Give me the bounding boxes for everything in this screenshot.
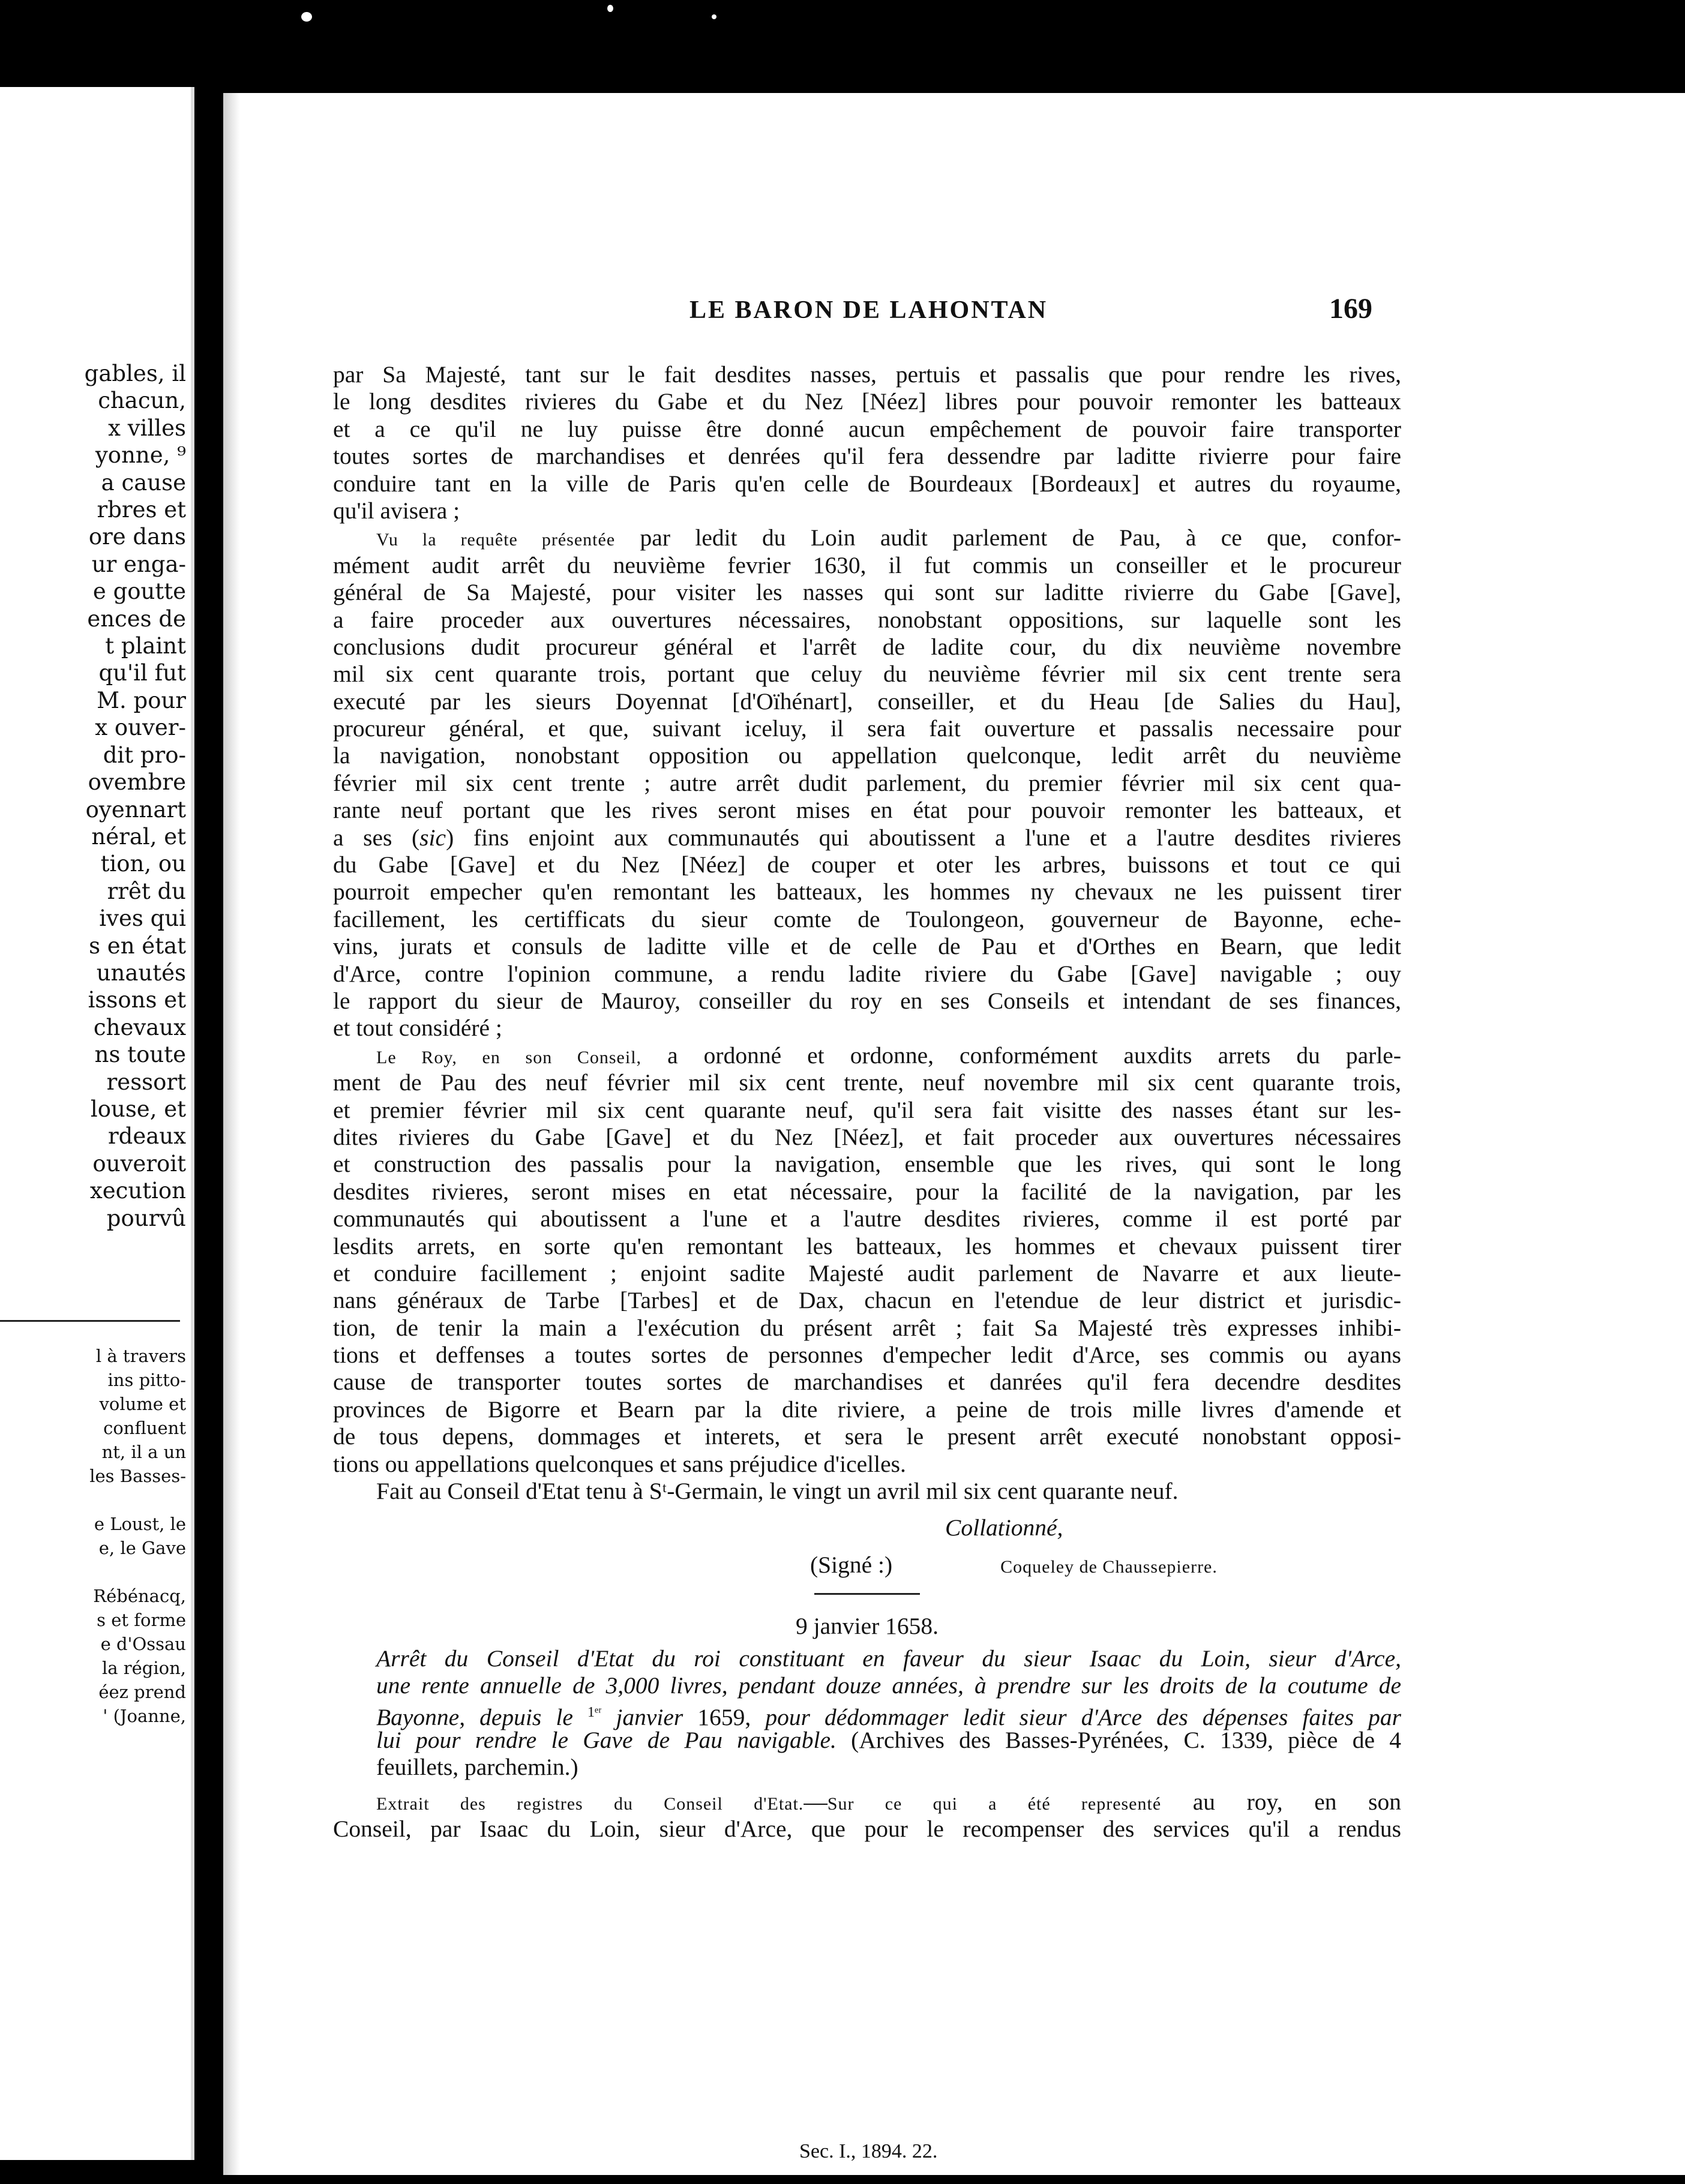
- signe-label: (Signé :): [810, 1551, 893, 1578]
- page-header: [223, 293, 1685, 332]
- summary-line-3: Bayonne, depuis le $^{1ᵉʳ}$ janvier 1659, pour dédommager ledit sieur d'Arce des dépenses faites par: [376, 1704, 1401, 1731]
- summary-line: Arrêt du Conseil d'Etat du roi constituant en faveur du sieur Isaac du Loin, sieur d'Arce,: [376, 1645, 1401, 1672]
- summary-line-4: lui pour rendre le Gave de Pau navigable. (Archives des Basses-Pyrénées, C. 1339, pièce de 4: [376, 1726, 1401, 1753]
- running-head: LE BARON DE LAHONTAN: [689, 296, 1048, 324]
- text-line: dites rivieres du Gabe [Gave] et du Nez [Néez], et fait proceder aux ouvertures nécessaires: [333, 1123, 1401, 1150]
- text-line: rante neuf portant que les rives seront mises en état pour pouvoir remonter les batteaux, et: [333, 797, 1401, 824]
- text-line: procureur général, et que, suivant iceluy, il sera fait ouverture et passalis necessaire pour: [333, 715, 1401, 742]
- text-line: et construction des passalis pour la navigation, ensemble que les rives, qui sont le long: [333, 1151, 1401, 1178]
- text-line: cause de transporter toutes sortes de marchandises et danrées qu'il fera decendre desdites: [333, 1369, 1401, 1396]
- text-line: néral, et: [91, 823, 186, 850]
- paragraph-requete: [333, 552, 1401, 824]
- text-line: issons et: [88, 987, 186, 1013]
- text-line: et tout considéré ;: [333, 1015, 502, 1042]
- text-line: et a ce qu'il ne luy puisse être donné aucun empêchement de pouvoir faire transporter: [333, 415, 1401, 442]
- text-line: pourroit empecher qu'en remontant les batteaux, les hommes ny chevaux ne les puissent tirer: [333, 878, 1401, 905]
- paragraph-requete-sic-line: a ses (sic) fins enjoint aux communautés qui aboutissent a l'une et a l'autre desdites rivieres: [333, 824, 1401, 851]
- summary-line: une rente annuelle de 3,000 livres, pendant douze années, à prendre sur les droits de la coutume de: [376, 1672, 1401, 1699]
- signature-name: Coqueley de Chaussepierre.: [1000, 1556, 1218, 1577]
- page-body: [333, 361, 1401, 1843]
- text-line: a cause: [101, 469, 186, 496]
- text-line: communautés qui aboutissent a l'une et a l'autre desdites rivieres, comme il est porté par: [333, 1205, 1401, 1232]
- footnote-line: ' (Joanne,: [103, 1706, 186, 1726]
- paragraph-requete-first-line: Vu la requête présentée par ledit du Loin audit parlement de Pau, à ce que, confor-: [376, 524, 1402, 551]
- text-line: le rapport du sieur de Mauroy, conseiller du roy en ses Conseils et intendant de ses finances,: [333, 987, 1401, 1014]
- previous-page-fragment: [0, 87, 194, 2160]
- text-line: t plaint: [105, 633, 186, 659]
- text-line: yonne, ⁹: [95, 442, 186, 469]
- text-line: par Sa Majesté, tant sur le fait desdites nasses, pertuis et passalis que pour rendre les rives,: [333, 361, 1401, 388]
- page-number: 169: [1329, 293, 1372, 325]
- previous-page-footnote-rule: [0, 1320, 180, 1322]
- text-line: ur enga-: [91, 551, 186, 577]
- text-line: gables, il: [84, 361, 186, 386]
- summary-line-5: feuillets, parchemin.): [376, 1754, 578, 1781]
- text-line: et conduire facillement ; enjoint sadite Majesté audit parlement de Navarre et aux lieute-: [333, 1259, 1401, 1286]
- text-line: e goutte: [92, 578, 186, 605]
- text-line: ives qui: [99, 905, 186, 932]
- text-line: executé par les sieurs Doyennat [d'Oïhénart], conseiller, et du Heau [de Salies du Hau],: [333, 688, 1401, 715]
- text-line: volume et: [99, 1394, 186, 1414]
- text-line: ins pitto-: [107, 1370, 186, 1390]
- sic-note: sic: [419, 824, 446, 851]
- paragraph-roy-first-line: Le Roy, en son Conseil, a ordonné et ordonne, conformément auxdits arrets du parle-: [376, 1042, 1401, 1069]
- fait-au-conseil-line: Fait au Conseil d'Etat tenu à Sᵗ-Germain, le vingt un avril mil six cent quarante neuf.: [376, 1478, 1179, 1505]
- scan-speck: [712, 14, 716, 19]
- text-line: e d'Ossau: [100, 1634, 186, 1654]
- book-page: [223, 93, 1685, 2175]
- text-line: qu'il avisera ;: [333, 497, 460, 524]
- text-line: général de Sa Majesté, pour visiter les nasses qui sont sur laditte rivierre du Gabe [Gave],: [333, 579, 1401, 606]
- text-line: rbres et: [97, 497, 186, 523]
- text-line: ns toute: [94, 1042, 186, 1068]
- text-line: oyennart: [85, 796, 186, 823]
- text-line: l à travers: [95, 1346, 186, 1366]
- text-line: la navigation, nonobstant opposition ou appellation quelconque, ledit arrêt du neuvième: [333, 742, 1401, 769]
- text-line: s et forme: [97, 1610, 186, 1630]
- text-line: du Gabe [Gave] et du Nez [Néez] de couper et oter les arbres, buissons et tout ce qui: [333, 851, 1401, 878]
- text-line: conduire tant en la ville de Paris qu'en celle de Bourdeaux [Bordeaux] et autres du royaume,: [333, 470, 1401, 497]
- text-line: mil six cent quarante trois, portant que celuy du neuvième février mil six cent trente sera: [333, 661, 1401, 688]
- previous-page-footnotes: [6, 1344, 186, 1728]
- footnote-block-c: [6, 1584, 186, 1704]
- text-line: a faire proceder aux ouvertures nécessaires, nonobstant oppositions, sur laquelle sont les: [333, 606, 1401, 633]
- text-line: lesdits arrets, en sorte qu'en remontant les batteaux, les hommes et chevaux puissent tirer: [333, 1232, 1401, 1259]
- text-line: ment de Pau des neuf février mil six cent trente, neuf novembre mil six cent quarante trois,: [333, 1069, 1401, 1096]
- text-line: s en état: [89, 932, 186, 959]
- collationne: Collationné,: [945, 1514, 1063, 1541]
- text-line: et premier février mil six cent quarante neuf, qu'il sera fait visitte des nasses étant sur les-: [333, 1096, 1401, 1123]
- text-line: tion, de tenir la main a l'exécution du présent arrêt ; fait Sa Majesté très expresses inhibi-: [333, 1314, 1401, 1341]
- text-line: conclusions dudit procureur général et l'arrêt de ladite cour, du dix neuvième novembre: [333, 633, 1401, 660]
- text-line: facillement, les certifficats du sieur comte de Toulongeon, gouverneur de Bayonne, eche-: [333, 905, 1401, 932]
- extrait-first-line: Extrait des registres du Conseil d'Etat.—Sur ce qui a été representé au roy, en son: [376, 1788, 1401, 1815]
- text-line: provinces de Bigorre et Bearn par la dite riviere, a peine de trois mille livres d'amende et: [333, 1396, 1401, 1423]
- text-line: x villes: [108, 415, 186, 441]
- text-line: le long desdites rivieres du Gabe et du Nez [Néez] libres pour pouvoir remonter les batteaux: [333, 388, 1401, 415]
- text-line: rrêt du: [107, 878, 186, 904]
- previous-page-text-column: [6, 360, 186, 1232]
- text-line: louse, et: [90, 1096, 186, 1122]
- text-line: vins, jurats et consuls de laditte ville et de celle de Pau et d'Orthes en Bearn, que ledit: [333, 933, 1401, 960]
- document-summary: [333, 1645, 1401, 1700]
- text-line: la région,: [101, 1658, 186, 1678]
- text-line: tions et deffenses a toutes sortes de personnes d'empecher ledit d'Arce, ses commis ou ayans: [333, 1342, 1401, 1369]
- text-line: ressort: [106, 1069, 186, 1095]
- paragraph-rivers-clearance: [333, 361, 1401, 524]
- text-line: tions ou appellations quelconques et sans préjudice d'icelles.: [333, 1450, 906, 1477]
- small-caps-lead: Vu la requête présentée: [376, 530, 616, 550]
- text-line: desdites rivieres, seront mises en etat nécessaire, pour la facilité de la navigation, par les: [333, 1178, 1401, 1205]
- text-line: nans généraux de Tarbe [Tarbes] et de Dax, chacun en l'etendue de leur district et jurisdic-: [333, 1287, 1401, 1314]
- text-line: tion, ou: [100, 851, 186, 877]
- text-line: confluent: [103, 1418, 186, 1438]
- signature-line: [333, 1552, 1401, 1579]
- text-line: Rébénacq,: [93, 1586, 186, 1606]
- paragraph-roy-ordonne: [333, 1069, 1401, 1478]
- text-line: x ouver-: [95, 715, 186, 741]
- text-line: dit pro-: [103, 742, 186, 768]
- text-line: ovembre: [88, 769, 186, 796]
- date-heading: 9 janvier 1658.: [795, 1613, 939, 1640]
- text-line: ences de: [87, 605, 186, 632]
- text-line: chacun,: [98, 388, 186, 414]
- text-line: ouveroit: [92, 1150, 186, 1177]
- text-line: M. pour: [97, 687, 186, 713]
- text-line: pourvû: [106, 1205, 186, 1231]
- text-line: d'Arce, contre l'opinion commune, a rendu ladite riviere du Gabe [Gave] navigable ; ouy: [333, 960, 1401, 987]
- text-line: éez prend: [98, 1682, 186, 1702]
- text-line: ore dans: [88, 524, 186, 550]
- text-line: e, le Gave: [98, 1538, 186, 1558]
- footnote-block-b: [6, 1512, 186, 1560]
- text-line: qu'il fut: [98, 660, 186, 686]
- text-line: toutes sortes de marchandises et denrées qu'il fera dessendre par laditte rivierre pour faire: [333, 443, 1401, 470]
- text-line: e Loust, le: [94, 1514, 186, 1534]
- scan-speck: [301, 12, 312, 22]
- text-line: mément audit arrêt du neuvième fevrier 1630, il fut commis un conseiller et le procureur: [333, 551, 1401, 578]
- footnote-block-a: [6, 1344, 186, 1488]
- text-line: unautés: [96, 959, 186, 986]
- scan-speck: [607, 5, 613, 12]
- text-line: rdeaux: [107, 1123, 186, 1150]
- text-line: nt, il a un: [101, 1442, 186, 1462]
- text-line: de tous depens, dommages et interets, et sera le present arrêt executé nonobstant opposi-: [333, 1423, 1401, 1450]
- small-caps-lead: Le Roy, en son Conseil,: [376, 1047, 642, 1067]
- extrait-second-line: Conseil, par Isaac du Loin, sieur d'Arce, que pour le recompenser des services qu'il a rendus: [333, 1815, 1401, 1842]
- paragraph-requete-continued: [333, 851, 1401, 1042]
- text-line: février mil six cent trente ; autre arrêt dudit parlement, du premier février mil six cent qua-: [333, 769, 1401, 796]
- text-line: les Basses-: [89, 1466, 186, 1486]
- text-line: chevaux: [93, 1014, 186, 1040]
- page-gutter-shadow: [223, 93, 240, 2175]
- signature-mark: Sec. I., 1894. 22.: [799, 2140, 938, 2162]
- text-line: xecution: [89, 1178, 186, 1204]
